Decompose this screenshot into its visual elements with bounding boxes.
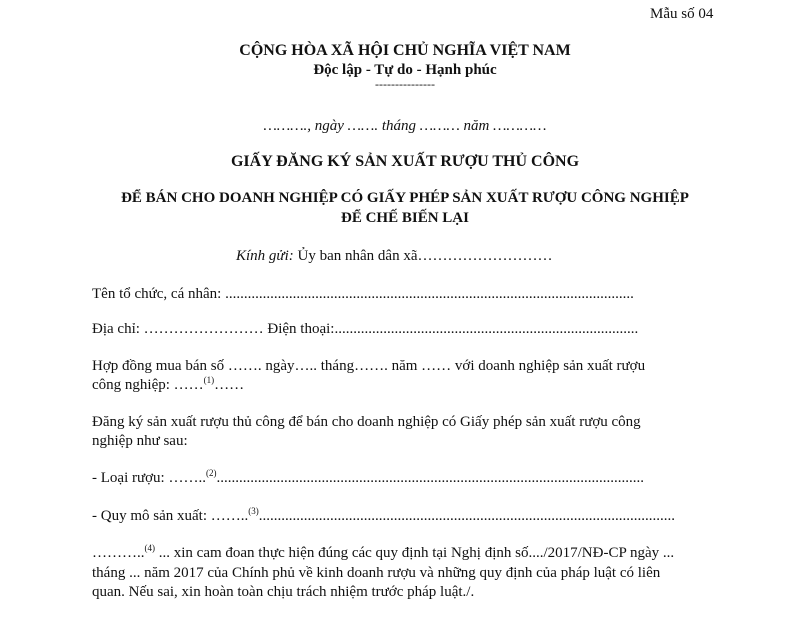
header-separator: --------------- [375,77,435,91]
commitment-line-3: quan. Nếu sai, xin hoàn toàn chịu trách nhiệm trước pháp luật./. [92,584,475,600]
contract-line-2 [92,377,244,394]
document-subtitle-line1: ĐỂ BÁN CHO DOANH NGHIỆP CÓ GIẤY PHÉP SẢN XUẤT RƯỢU CÔNG NGHIỆP [121,190,689,206]
footnote-marker-3: (3) [248,506,259,516]
contract-line-2-dots: …… [214,377,245,393]
form-number: Mẫu số 04 [650,6,714,22]
commitment-line-2: tháng ... năm 2017 của Chính phủ về kinh doanh rượu và những quy định của pháp luật có liên [92,565,661,581]
wine-type-dots: .................................................................................................................. [216,470,644,486]
document-title: GIẤY ĐĂNG KÝ SẢN XUẤT RƯỢU THỦ CÔNG [230,153,580,170]
commitment-text-1: ... xin cam đoan thực hiện đúng các quy định tại Nghị định số..../2017/NĐ-CP ngày ... [155,545,675,561]
recipient-value: Ủy ban nhân dân xã……………………… [297,248,553,264]
wine-type-label: - Loại rượu: …….. [92,470,206,486]
footnote-marker-2: (2) [205,468,217,478]
register-line-2: nghiệp như sau: [92,433,188,449]
recipient-label: Kính gửi: [236,248,294,264]
address-phone-field: Địa chỉ: …………………… Điện thoại:................................................................................. [92,321,639,337]
production-scale-label: - Quy mô sản xuất: …….. [92,508,249,524]
production-scale-dots: ............................................................................................................... [258,508,675,524]
country-header: CỘNG HÒA XÃ HỘI CHỦ NGHĨA VIỆT NAM [239,42,571,59]
org-name-field: Tên tổ chức, cá nhân: ............................................................................................................. [92,286,634,302]
production-scale-field [92,508,675,525]
footnote-marker-1: (1) [203,375,215,385]
contract-line-1: Hợp đồng mua bán số ……. ngày….. tháng……. năm …… với doanh nghiệp sản xuất rượu [92,358,646,374]
commitment-dots: ……….. [92,545,145,561]
register-line-1: Đăng ký sản xuất rượu thủ công để bán cho doanh nghiệp có Giấy phép sản xuất rượu công [92,414,641,430]
recipient-line [236,248,553,265]
document-subtitle-line2: ĐỂ CHẾ BIẾN LẠI [341,210,469,226]
date-line: ………., ngày ……. tháng ……… năm ………… [263,118,547,134]
footnote-marker-4: (4) [144,543,155,553]
wine-type-field [92,470,644,487]
motto: Độc lập - Tự do - Hạnh phúc [313,62,497,78]
commitment-line-1 [92,545,674,562]
contract-line-2-text: công nghiệp: …… [92,377,204,393]
